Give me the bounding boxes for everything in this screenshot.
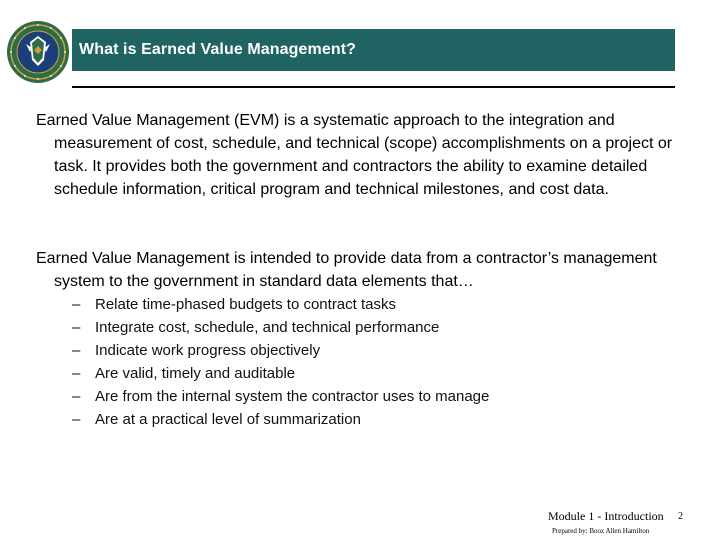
dash-bullet: – <box>72 296 81 313</box>
list-item <box>72 293 489 316</box>
dash-bullet: – <box>72 342 81 359</box>
dash-bullet: – <box>72 388 81 405</box>
footer-prepared-by: Prepared by: Booz Allen Hamilton <box>552 527 650 535</box>
dash-bullet: – <box>72 319 81 336</box>
footer-module-label: Module 1 - Introduction <box>548 509 664 523</box>
page-number: 2 <box>678 511 683 522</box>
list-item <box>72 339 489 362</box>
evm-definition-paragraph: Earned Value Management (EVM) is a systematic approach to the integration and measurement of cost, schedule, and technical (scope) accomplishments on a project or task. It provides both the government and contractors the ability to examine detailed schedule information, critical program and technical milestones, and cost data. <box>36 112 673 198</box>
list-item <box>72 316 489 339</box>
list-item-text: Are from the internal system the contractor uses to manage <box>95 388 490 405</box>
dash-bullet: – <box>72 411 81 428</box>
title-divider <box>72 86 675 88</box>
list-item <box>72 408 489 431</box>
list-item-text: Are valid, timely and auditable <box>95 365 296 382</box>
list-item <box>72 385 489 408</box>
list-item-text: Are at a practical level of summarization <box>95 411 361 428</box>
list-item-text: Integrate cost, schedule, and technical performance <box>95 319 440 336</box>
dash-bullet: – <box>72 365 81 382</box>
list-item <box>72 362 489 385</box>
evm-data-elements-list <box>72 293 489 431</box>
department-of-energy-seal-logo <box>6 20 70 84</box>
slide-title: What is Earned Value Management? <box>79 41 357 58</box>
title-bar <box>72 29 675 71</box>
evm-purpose-paragraph: Earned Value Management is intended to provide data from a contractor’s management system to the government in standard data elements that… <box>36 250 657 290</box>
list-item-text: Indicate work progress objectively <box>95 342 321 359</box>
list-item-text: Relate time-phased budgets to contract tasks <box>95 296 396 313</box>
